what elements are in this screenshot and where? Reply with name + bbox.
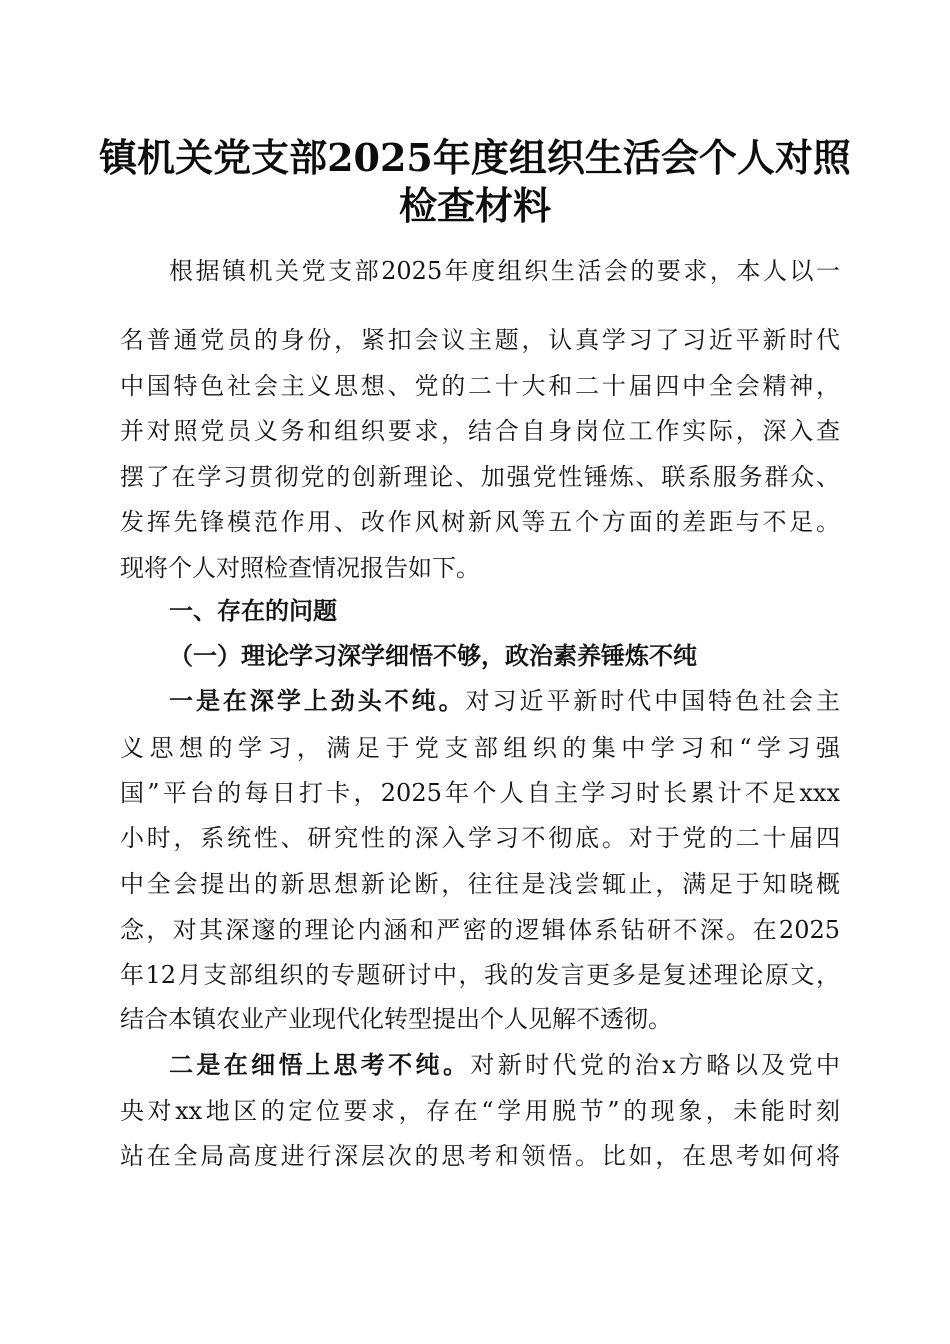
para1-line-4: 小时，系统性、研究性的深入学习不彻底。对于党的二十届四 — [120, 824, 840, 852]
intro-line-3: 中国特色社会主义思想、党的二十大和二十届四中全会精神， — [120, 372, 840, 400]
para1-line-7: 年12月支部组织的专题研讨中，我的发言更多是复述理论原文， — [120, 961, 840, 989]
intro-line-4: 并对照党员义务和组织要求，结合自身岗位工作实际，深入查 — [120, 417, 840, 445]
para1-line-2: 义思想的学习，满足于党支部组织的集中学习和“学习强 — [120, 734, 840, 762]
intro-line-5: 摆了在学习贯彻党的创新理论、加强党性锤炼、联系服务群众、 — [120, 463, 840, 491]
intro-line-7: 现将个人对照检查情况报告如下。 — [120, 554, 480, 582]
document-title-line-1: 镇机关党支部2025年度组织生活会个人对照 — [99, 135, 851, 180]
document-title-line-2: 检查材料 — [398, 183, 551, 228]
para1-line-1-rest: 对习近平新时代中国特色社会主 — [465, 687, 841, 715]
para1-line-3: 国”平台的每日打卡，2025年个人自主学习时长累计不足xxx — [120, 779, 840, 807]
intro-line-6: 发挥先锋模范作用、改作风树新风等五个方面的差距与不足。 — [120, 508, 840, 536]
para1-line-8: 结合本镇农业产业现代化转型提出个人见解不透彻。 — [120, 1005, 672, 1033]
para2-line-1-rest: 对新时代党的治x方略以及党中 — [470, 1051, 840, 1079]
para2-line-1 — [169, 1050, 840, 1080]
intro-line-1: 根据镇机关党支部2025年度组织生活会的要求，本人以一 — [169, 257, 840, 285]
para2-line-2: 央对xx地区的定位要求，存在“学用脱节”的现象，未能时刻 — [120, 1097, 840, 1125]
para2-lead: 二是在细悟上思考不纯。 — [169, 1050, 471, 1079]
para1-lead: 一是在深学上劲头不纯。 — [169, 686, 466, 715]
subsection-heading-theory-study: （一）理论学习深学细悟不够，政治素养锤炼不纯 — [169, 641, 697, 670]
para2-line-3: 站在全局高度进行深层次的思考和领悟。比如，在思考如何将 — [120, 1142, 840, 1170]
para1-line-5: 中全会提出的新思想新论断，往往是浅尝辄止，满足于知晓概 — [120, 870, 840, 898]
para1-line-6: 念，对其深邃的理论内涵和严密的逻辑体系钻研不深。在2025 — [120, 916, 840, 944]
intro-line-2: 名普通党员的身份，紧扣会议主题，认真学习了习近平新时代 — [120, 326, 840, 354]
para1-line-1 — [169, 686, 840, 716]
section-heading-problems: 一、存在的问题 — [169, 596, 337, 625]
